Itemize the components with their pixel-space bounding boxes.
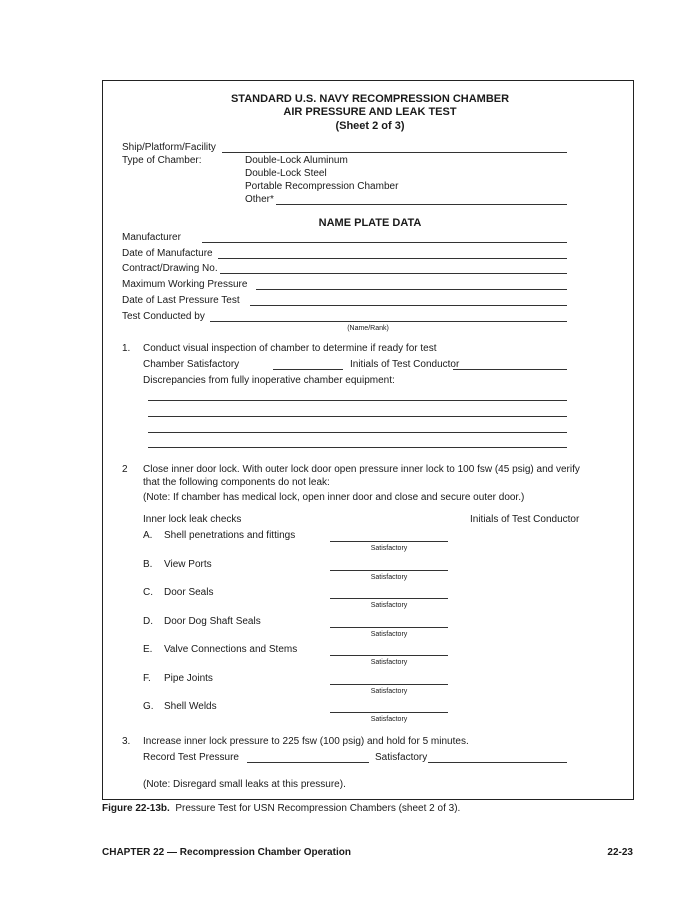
discrepancies-line[interactable] bbox=[148, 432, 567, 433]
type-option: Portable Recompression Chamber bbox=[245, 181, 399, 192]
figure-text: Pressure Test for USN Recompression Chambers (sheet 2 of 3). bbox=[175, 803, 461, 814]
initials-label: Initials of Test Conductor bbox=[350, 359, 460, 370]
footer-chapter: CHAPTER 22 — Recompression Chamber Operation bbox=[102, 847, 351, 858]
leak-check-label: Valve Connections and Stems bbox=[164, 644, 298, 655]
max-working-pressure-field[interactable] bbox=[256, 289, 567, 290]
step3-text: Increase inner lock pressure to 225 fsw (100 psig) and hold for 5 minutes. bbox=[143, 736, 469, 747]
test-conducted-by-field[interactable] bbox=[210, 321, 567, 322]
leak-check-letter: E. bbox=[143, 644, 153, 655]
nameplate-label: Contract/Drawing No. bbox=[122, 263, 218, 274]
leak-check-letter: B. bbox=[143, 558, 153, 570]
ship-field[interactable] bbox=[222, 152, 567, 153]
checks-label: Inner lock leak checks bbox=[143, 514, 242, 525]
nameplate-label: Date of Last Pressure Test bbox=[122, 295, 240, 306]
contract-field[interactable] bbox=[220, 273, 567, 274]
form-title-1: STANDARD U.S. NAVY RECOMPRESSION CHAMBER bbox=[230, 93, 510, 105]
date-last-test-field[interactable] bbox=[250, 305, 567, 306]
discrepancies-line[interactable] bbox=[148, 416, 567, 417]
record-pressure-label: Record Test Pressure bbox=[143, 752, 239, 763]
type-label: Type of Chamber: bbox=[122, 155, 202, 166]
step1-number: 1. bbox=[122, 343, 131, 354]
nameplate-label: Test Conducted by bbox=[122, 311, 205, 322]
manufacturer-field[interactable] bbox=[202, 242, 567, 243]
leak-check-initials-field[interactable] bbox=[330, 655, 448, 656]
nameplate-heading: NAME PLATE DATA bbox=[318, 217, 422, 229]
figure-caption bbox=[102, 803, 460, 815]
satisfactory-label: Satisfactory bbox=[370, 573, 408, 581]
type-option: Double-Lock Aluminum bbox=[245, 155, 348, 166]
step2-number: 2 bbox=[122, 464, 128, 475]
leak-check-initials-field[interactable] bbox=[330, 598, 448, 599]
step2-note: (Note: If chamber has medical lock, open inner door and close and secure outer door.) bbox=[143, 492, 525, 503]
leak-check-initials-field[interactable] bbox=[330, 684, 448, 685]
type-option: Other* bbox=[245, 194, 274, 205]
satisfactory-label: Satisfactory bbox=[370, 630, 408, 638]
discrepancies-line[interactable] bbox=[148, 447, 567, 448]
nameplate-label: Manufacturer bbox=[122, 232, 181, 243]
step2-text: that the following components do not leak: bbox=[143, 477, 330, 488]
step2-text: Close inner door lock. With outer lock door open pressure inner lock to 100 fsw (45 psig) and verify bbox=[143, 464, 580, 475]
leak-check-letter: D. bbox=[143, 615, 153, 627]
chamber-satisfactory-label: Chamber Satisfactory bbox=[143, 359, 240, 370]
leak-check-label: Shell penetrations and fittings bbox=[164, 530, 296, 541]
chamber-satisfactory-field[interactable] bbox=[273, 369, 343, 370]
date-of-manufacture-field[interactable] bbox=[218, 258, 567, 259]
discrepancies-label: Discrepancies from fully inoperative chamber equipment: bbox=[143, 375, 395, 386]
ship-label: Ship/Platform/Facility bbox=[122, 142, 216, 153]
initials-field[interactable] bbox=[453, 369, 567, 370]
satisfactory-label: Satisfactory bbox=[370, 545, 408, 552]
satisfactory-label: Satisfactory bbox=[370, 602, 408, 609]
name-rank-hint: (Name/Rank) bbox=[347, 325, 389, 332]
leak-check-initials-field[interactable] bbox=[330, 627, 448, 628]
leak-check-initials-field[interactable] bbox=[330, 541, 448, 542]
initials-column-label: Initials of Test Conductor bbox=[470, 514, 580, 525]
record-pressure-field[interactable] bbox=[247, 762, 369, 763]
leak-check-letter: C. bbox=[143, 587, 153, 598]
leak-check-label: Door Dog Shaft Seals bbox=[164, 615, 261, 627]
type-option: Double-Lock Steel bbox=[245, 168, 327, 179]
leak-check-letter: F. bbox=[143, 672, 151, 684]
step1-text: Conduct visual inspection of chamber to determine if ready for test bbox=[143, 343, 437, 354]
form-title-2: AIR PRESSURE AND LEAK TEST bbox=[283, 106, 457, 118]
leak-check-letter: G. bbox=[143, 701, 154, 712]
nameplate-label: Date of Manufacture bbox=[122, 248, 213, 259]
footer-page-number: 22-23 bbox=[607, 847, 633, 858]
satisfactory-label: Satisfactory bbox=[370, 687, 408, 695]
step3-satisfactory-label: Satisfactory bbox=[375, 752, 428, 763]
leak-check-initials-field[interactable] bbox=[330, 570, 448, 571]
step3-number: 3. bbox=[122, 736, 131, 747]
leak-check-label: Door Seals bbox=[164, 587, 214, 598]
satisfactory-label: Satisfactory bbox=[370, 716, 408, 723]
leak-check-label: Pipe Joints bbox=[164, 672, 213, 684]
discrepancies-line[interactable] bbox=[148, 400, 567, 401]
other-field[interactable] bbox=[276, 204, 567, 205]
step3-satisfactory-field[interactable] bbox=[428, 762, 567, 763]
step3-note: (Note: Disregard small leaks at this pressure). bbox=[143, 779, 346, 790]
leak-check-letter: A. bbox=[143, 530, 153, 541]
leak-check-label: Shell Welds bbox=[164, 701, 217, 712]
leak-check-label: View Ports bbox=[164, 558, 212, 570]
form-title-3: (Sheet 2 of 3) bbox=[335, 120, 405, 132]
nameplate-label: Maximum Working Pressure bbox=[122, 279, 248, 290]
satisfactory-label: Satisfactory bbox=[370, 659, 408, 666]
figure-label: Figure 22-13b. bbox=[102, 803, 170, 814]
leak-check-initials-field[interactable] bbox=[330, 712, 448, 713]
